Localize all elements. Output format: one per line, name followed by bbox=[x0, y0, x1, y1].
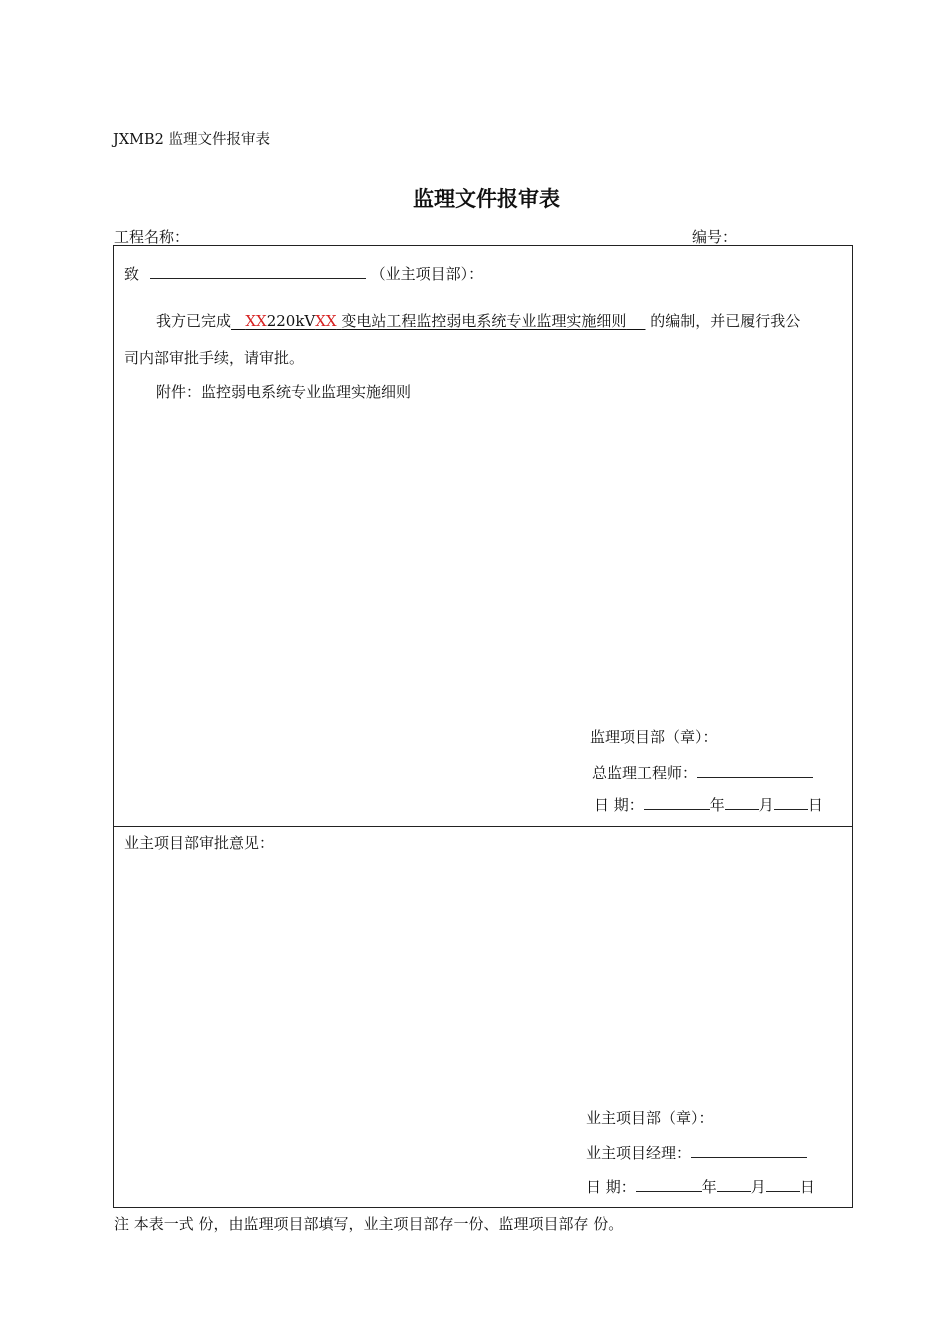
date-label: 日 期： bbox=[586, 1178, 636, 1196]
owner-opinion-label: 业主项目部审批意见： bbox=[124, 834, 275, 852]
month-field[interactable] bbox=[717, 1176, 751, 1192]
statement-line-1 bbox=[156, 310, 800, 331]
attachment-line: 附件：监控弱电系统专业监理实施细则 bbox=[156, 383, 412, 401]
document-title[interactable] bbox=[231, 312, 645, 330]
document-title-placeholder-2: XX bbox=[315, 312, 337, 330]
statement-line-2: 司内部审批手续，请审批。 bbox=[124, 349, 305, 367]
owner-dept-stamp: 业主项目部（章）： bbox=[586, 1109, 714, 1127]
footer-note: 注 本表一式 份，由监理项目部填写，业主项目部存一份、监理项目部存 份。 bbox=[114, 1215, 624, 1233]
submission-section bbox=[113, 245, 853, 827]
chief-engineer-label: 总监理工程师： bbox=[592, 764, 698, 782]
month-label: 月 bbox=[758, 796, 774, 814]
project-name-label: 工程名称： bbox=[114, 228, 190, 246]
supervision-date-line bbox=[594, 794, 823, 815]
year-field[interactable] bbox=[636, 1176, 702, 1192]
day-field[interactable] bbox=[766, 1176, 800, 1192]
month-field[interactable] bbox=[725, 794, 759, 810]
year-label: 年 bbox=[709, 796, 725, 814]
document-title-rest: 变电站工程监控弱电系统专业监理实施细则 bbox=[341, 312, 627, 330]
supervision-dept-stamp: 监理项目部（章）： bbox=[590, 728, 718, 746]
form-code: JXMB2 监理文件报审表 bbox=[113, 132, 270, 148]
owner-date-line bbox=[586, 1176, 815, 1197]
document-title-placeholder-1: XX bbox=[245, 312, 267, 330]
recipient-prefix: 致 bbox=[124, 265, 140, 283]
chief-engineer-line bbox=[592, 762, 813, 783]
day-field[interactable] bbox=[774, 794, 808, 810]
month-label: 月 bbox=[750, 1178, 766, 1196]
day-label: 日 bbox=[807, 796, 823, 814]
year-label: 年 bbox=[701, 1178, 717, 1196]
serial-number-label: 编号： bbox=[692, 228, 738, 246]
statement-suffix: 的编制，并已履行我公 bbox=[650, 312, 801, 330]
date-label: 日 期： bbox=[594, 796, 644, 814]
day-label: 日 bbox=[799, 1178, 815, 1196]
page-title: 监理文件报审表 bbox=[413, 187, 560, 211]
owner-manager-label: 业主项目经理： bbox=[586, 1144, 692, 1162]
chief-engineer-field[interactable] bbox=[697, 762, 813, 778]
owner-manager-field[interactable] bbox=[691, 1142, 807, 1158]
document-title-voltage: 220kV bbox=[266, 312, 316, 330]
recipient-field[interactable] bbox=[150, 263, 366, 279]
year-field[interactable] bbox=[644, 794, 710, 810]
owner-approval-section bbox=[113, 826, 853, 1208]
recipient-line bbox=[124, 263, 483, 284]
recipient-suffix: （业主项目部）： bbox=[370, 265, 484, 283]
statement-prefix: 我方已完成 bbox=[156, 312, 232, 330]
owner-manager-line bbox=[586, 1142, 807, 1163]
